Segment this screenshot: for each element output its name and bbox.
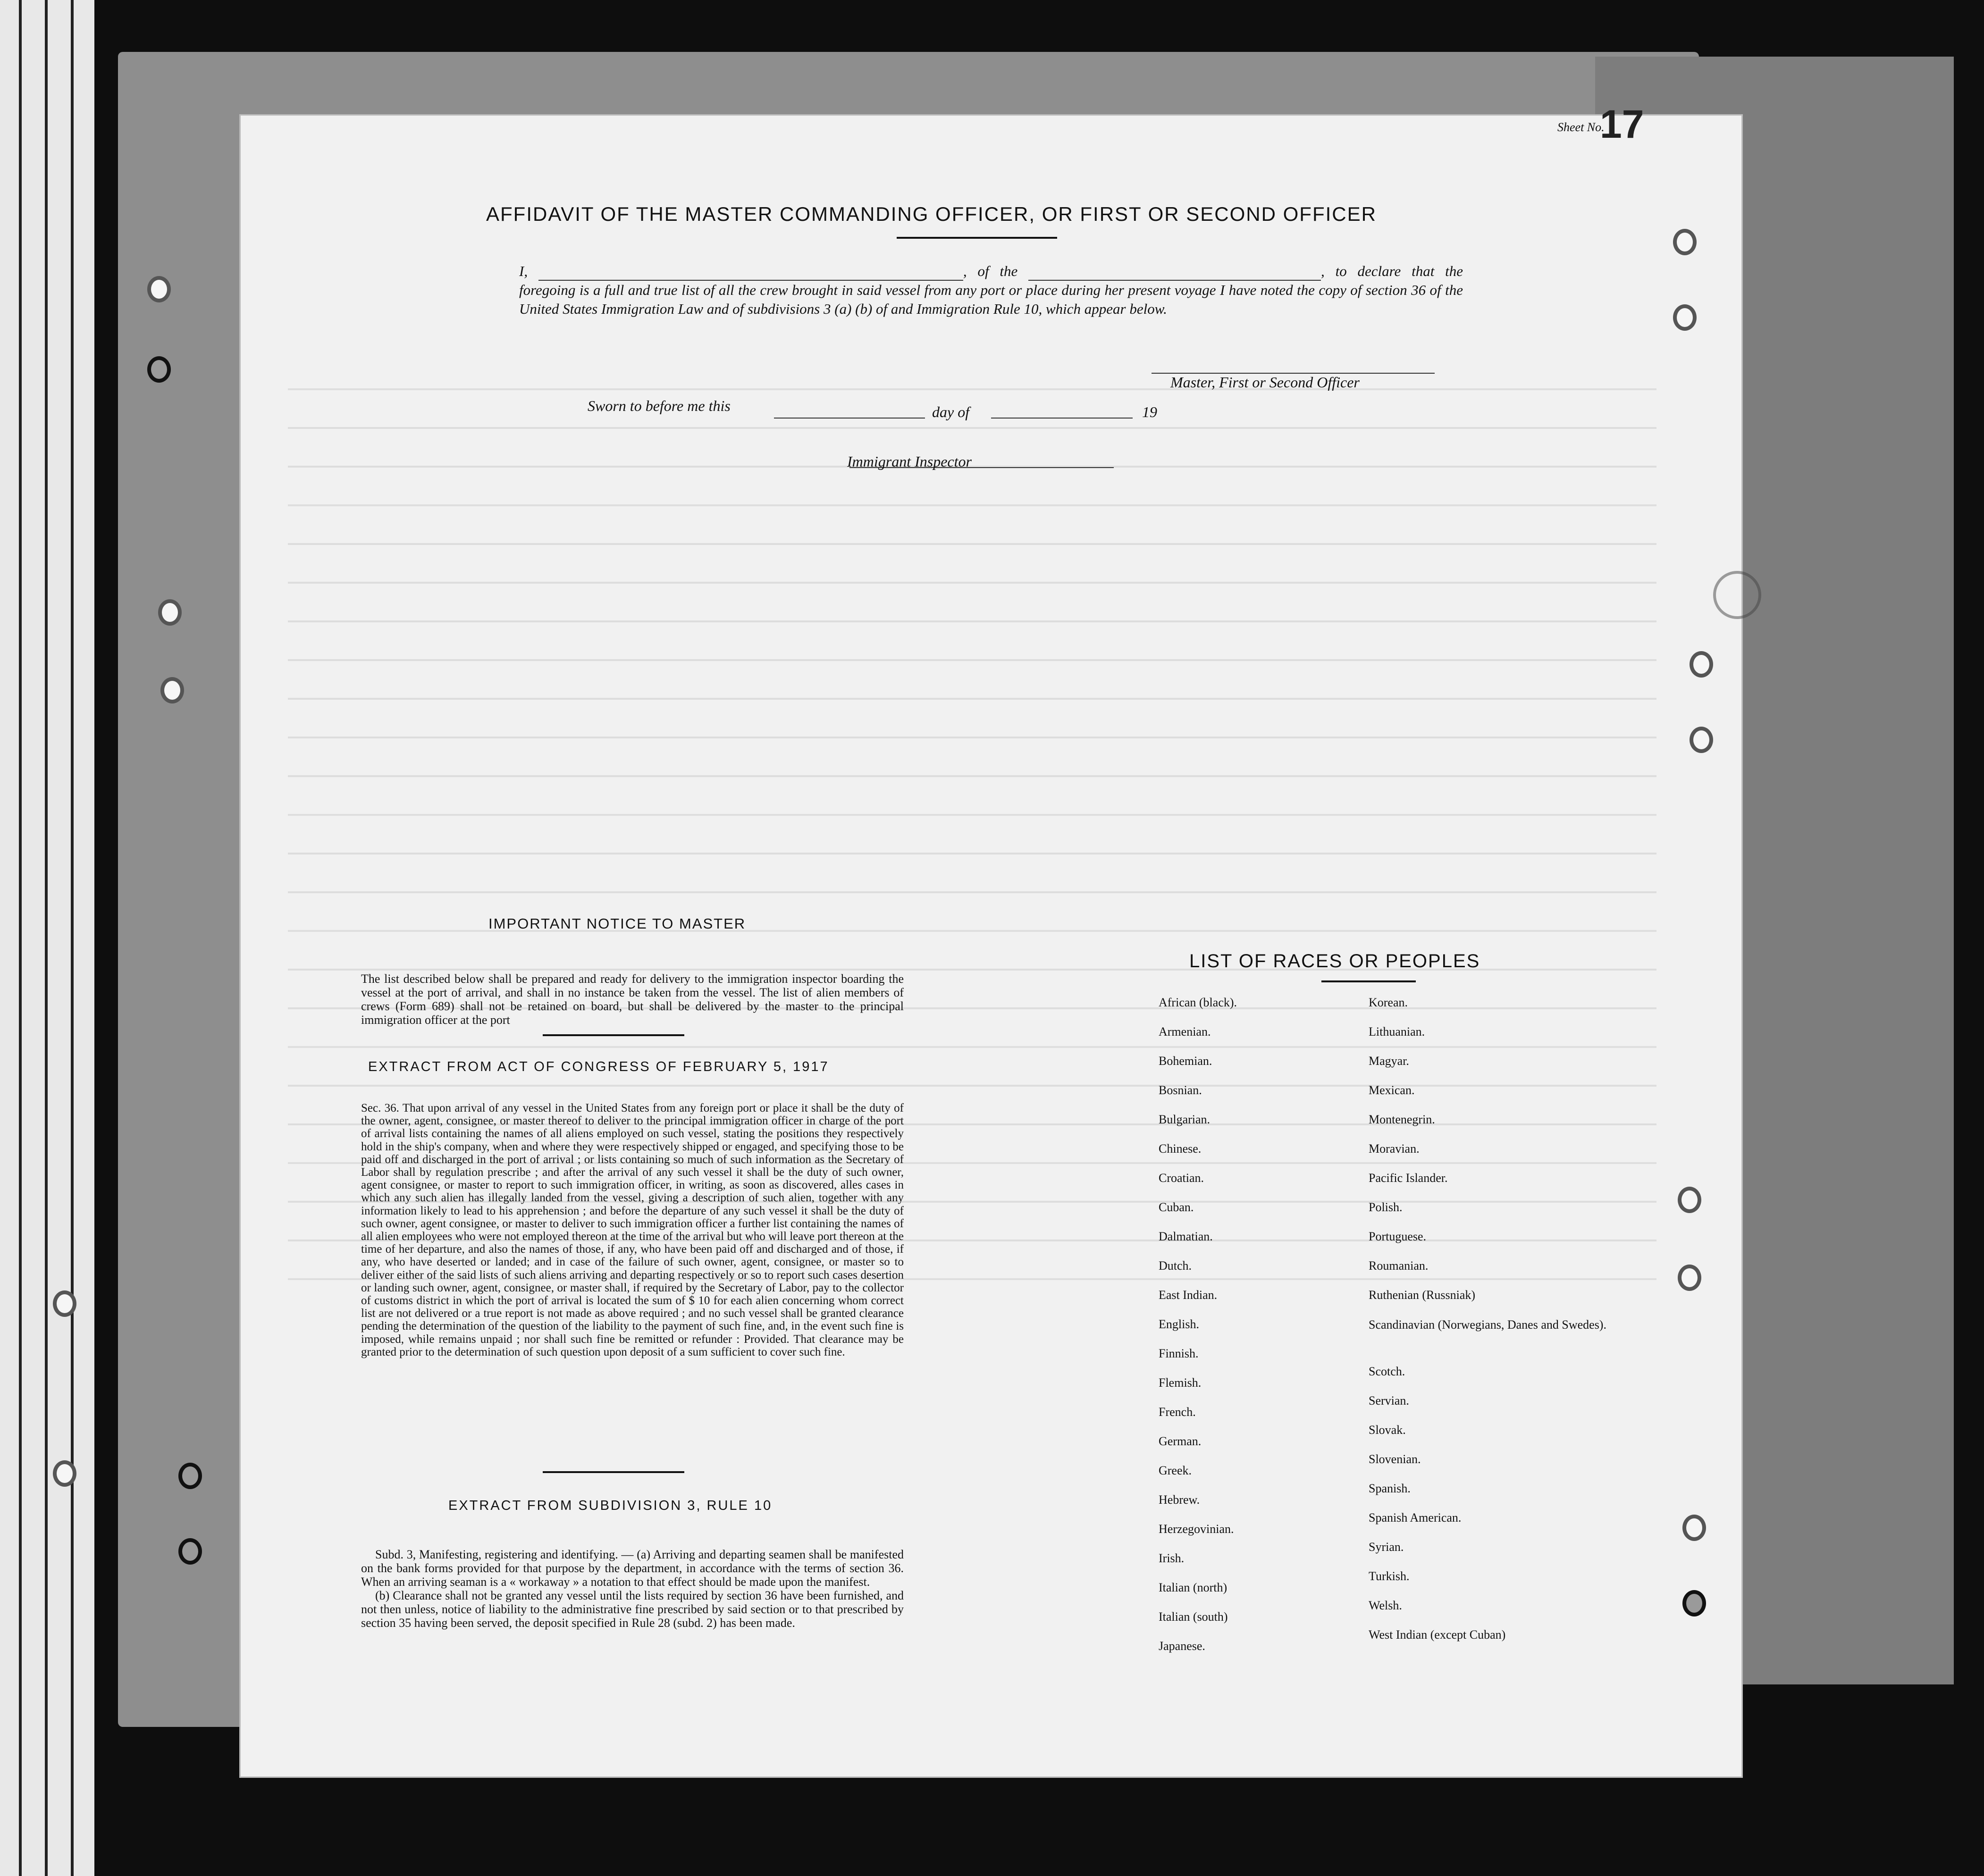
inspector-label: Immigrant Inspector [847,453,972,470]
race-item: Welsh. [1369,1599,1402,1612]
punch-hole [1690,727,1713,753]
punch-hole [147,356,171,383]
race-item: French. [1159,1405,1196,1419]
race-item: Polish. [1369,1200,1403,1214]
race-item: Cuban. [1159,1200,1194,1214]
punch-hole [178,1463,202,1489]
day-of-label: day of [932,403,970,420]
title-rule [897,237,1057,239]
race-item: Chinese. [1159,1142,1202,1156]
punch-hole [160,677,184,704]
race-item: Spanish. [1369,1482,1411,1495]
race-item: Korean. [1369,996,1408,1009]
race-item: Moravian. [1369,1142,1420,1156]
punch-hole [1682,1590,1706,1616]
race-item: Lithuanian. [1369,1025,1425,1038]
race-item: Pacific Islander. [1369,1171,1448,1185]
extract-rule [543,1471,684,1473]
races-list-right [1369,996,1606,1657]
races-title: LIST OF RACES OR PEOPLES [1189,951,1480,972]
race-item: Magyar. [1369,1054,1409,1068]
race-item: Slovak. [1369,1423,1406,1437]
race-item: Japanese. [1159,1639,1205,1653]
punch-hole [1673,229,1697,255]
master-name-blank[interactable] [538,280,963,281]
race-item: Spanish American. [1369,1511,1462,1524]
race-item: Bulgarian. [1159,1113,1211,1126]
notice-title: IMPORTANT NOTICE TO MASTER [488,915,746,932]
punch-hole [53,1290,76,1317]
race-item: Turkish. [1369,1569,1410,1583]
affidavit-to-declare: , to declare [1321,263,1401,279]
race-item: Bosnian. [1159,1083,1202,1097]
punch-hole [178,1538,202,1565]
race-item: Slovenian. [1369,1452,1421,1466]
race-item: Bohemian. [1159,1054,1212,1068]
race-item: African (black). [1159,996,1237,1009]
races-rule [1321,980,1416,982]
extract-act-title: EXTRACT FROM ACT OF CONGRESS OF FEBRUARY 5, 1917 [368,1059,829,1074]
punch-hole [1673,304,1697,331]
punch-hole [1690,651,1713,678]
race-item: Finnish. [1159,1347,1199,1360]
race-item: Scotch. [1369,1365,1405,1378]
officer-label: Master, First or Second Officer [1170,374,1360,391]
punch-hole [147,276,171,302]
race-item: Ruthenian (Russniak) [1369,1288,1476,1302]
sheet-number-label: Sheet No. [1557,120,1605,134]
races-list-left [1159,996,1237,1668]
race-item: Dutch. [1159,1259,1192,1273]
notice-rule [543,1034,684,1036]
race-item: Roumanian. [1369,1259,1429,1273]
month-line[interactable] [991,418,1133,419]
race-item: Servian. [1369,1394,1409,1407]
notice-body: The list described below shall be prepared and ready for delivery to the immigration inspector boarding the vessel at the port of arrival, and shall in no instance be taken from the vessel. The list of alien members of crews (Form 689) shall not be retained on board, but shall be delivered by the master to the principal immigration officer at the port [361,972,904,1027]
extract-act-body: Sec. 36. That upon arrival of any vessel in the United States from any foreign port or place it shall be the duty of the owner, agent, consignee, or master thereof to deliver to the principal immigration officer in charge of the port of arrival lists containing the names of all aliens employed on such vessel, stating the positions they respectively hold in the ship's company, when and where they were respectively shipped or engaged, and specifying those to be paid off and discharged in the port of arrival ; or lists containing so much of such information as the Secretary of Labor shall by regulation prescribe ; and after the arrival of any such vessel it shall be the duty of such owner, agent consignee, or master to report to such immigration officer, in writing, as soon as discovered, alles cases in which any such alien has illegally landed from the vessel, giving a description of such alien, together with any information likely to lead to his apprehension ; and before the departure of any such vessel it shall be the duty of such owner, agent consignee, or master to deliver to such immigration officer a further list containing the names of all alien employees who were not employed thereon at the time of the arrival but who will leave port thereon at the time of her departure, and also the names of those, if any, who have been paid off and discharged and of those, if any, who have deserted or landed; and in case of the failure of such owner, agent, consignee, or master so to deliver either of the said lists of such aliens arriving and departing respectively or so to report such cases desertion or landing such owner, agent, consignee, or master shall, if required by the Secretary of Labor, pay to the collector of customs district in which the port of arrival is located the sum of $ 10 for each alien concerning whom correct list are not delivered or a true report is not made as above required ; and no such vessel shall be granted clearance pending the determination of the question of the liability to the payment of such fine, and, in the event such fine is imposed, while remains unpaid ; nor shall such fine be remitted or refunder : Provided. That clearance may be granted prior to the determination of such question upon deposit of a sum sufficient to cover such fine. [361,1102,904,1358]
punch-hole [1678,1265,1701,1291]
extract-rule-para-b: (b) Clearance shall not be granted any vessel until the lists required by section 36 have been furnished, and not then unless, notice of liability to the administrative fine prescribed by said section or to that prescribed by section 35 having been served, the deposit specified in Rule 28 (subd. 2) has been made. [361,1589,904,1630]
race-item: Portuguese. [1369,1230,1427,1243]
race-item: English. [1159,1317,1199,1331]
race-item: Hebrew. [1159,1493,1200,1507]
sworn-date-line[interactable] [774,418,925,419]
extract-rule-body [361,1548,904,1630]
race-item: Italian (south) [1159,1610,1228,1624]
punch-hole [158,599,182,626]
race-item: Flemish. [1159,1376,1202,1390]
race-item: Armenian. [1159,1025,1211,1038]
binder-edge [0,0,94,1876]
punch-hole [1682,1515,1706,1541]
race-item: East Indian. [1159,1288,1218,1302]
race-item: West Indian (except Cuban) [1369,1628,1506,1642]
affidavit-body: that the foregoing is a full and true list of all the crew brought in said vessel from any port or place during her present voyage I have noted the copy of section 36 of the United States Immigration Law and of subdivisions 3 (a) (b) of and Immigration Rule 10, which appear below. [519,263,1463,317]
extract-rule-title: EXTRACT FROM SUBDIVISION 3, RULE 10 [448,1498,773,1513]
affidavit-text [519,262,1463,318]
affidavit-of-the: , of the [963,263,1018,279]
extract-rule-para-a: Subd. 3, Manifesting, registering and identifying. — (a) Arriving and departing seamen shall be manifested on the bank forms provided for that purpose by the department, in accordance with the terms of section 36. When an arriving seaman is a « workaway » a notation to that effect should be made upon the manifest. [361,1548,904,1589]
sworn-label: Sworn to before me this [588,397,731,414]
sheet-number: 17 [1600,102,1644,146]
race-item: Montenegrin. [1369,1113,1435,1126]
race-item: Mexican. [1369,1083,1415,1097]
smudge-mark [1713,571,1761,619]
race-item: Italian (north) [1159,1581,1227,1594]
race-item: Dalmatian. [1159,1230,1213,1243]
race-item: Syrian. [1369,1540,1404,1554]
vessel-name-blank[interactable] [1028,280,1321,281]
race-item: Croatian. [1159,1171,1204,1185]
race-item: Greek. [1159,1464,1192,1477]
punch-hole [53,1460,76,1487]
affidavit-i: I, [519,263,528,279]
race-item: Irish. [1159,1551,1185,1565]
race-item: Herzegovinian. [1159,1522,1234,1536]
punch-hole [1678,1187,1701,1213]
race-item: Scandinavian (Norwegians, Danes and Swedes). [1369,1318,1606,1332]
year-label: 19 [1142,403,1157,420]
affidavit-title: AFFIDAVIT OF THE MASTER COMMANDING OFFICER, OR FIRST OR SECOND OFFICER [486,203,1377,225]
race-item: German. [1159,1434,1202,1448]
